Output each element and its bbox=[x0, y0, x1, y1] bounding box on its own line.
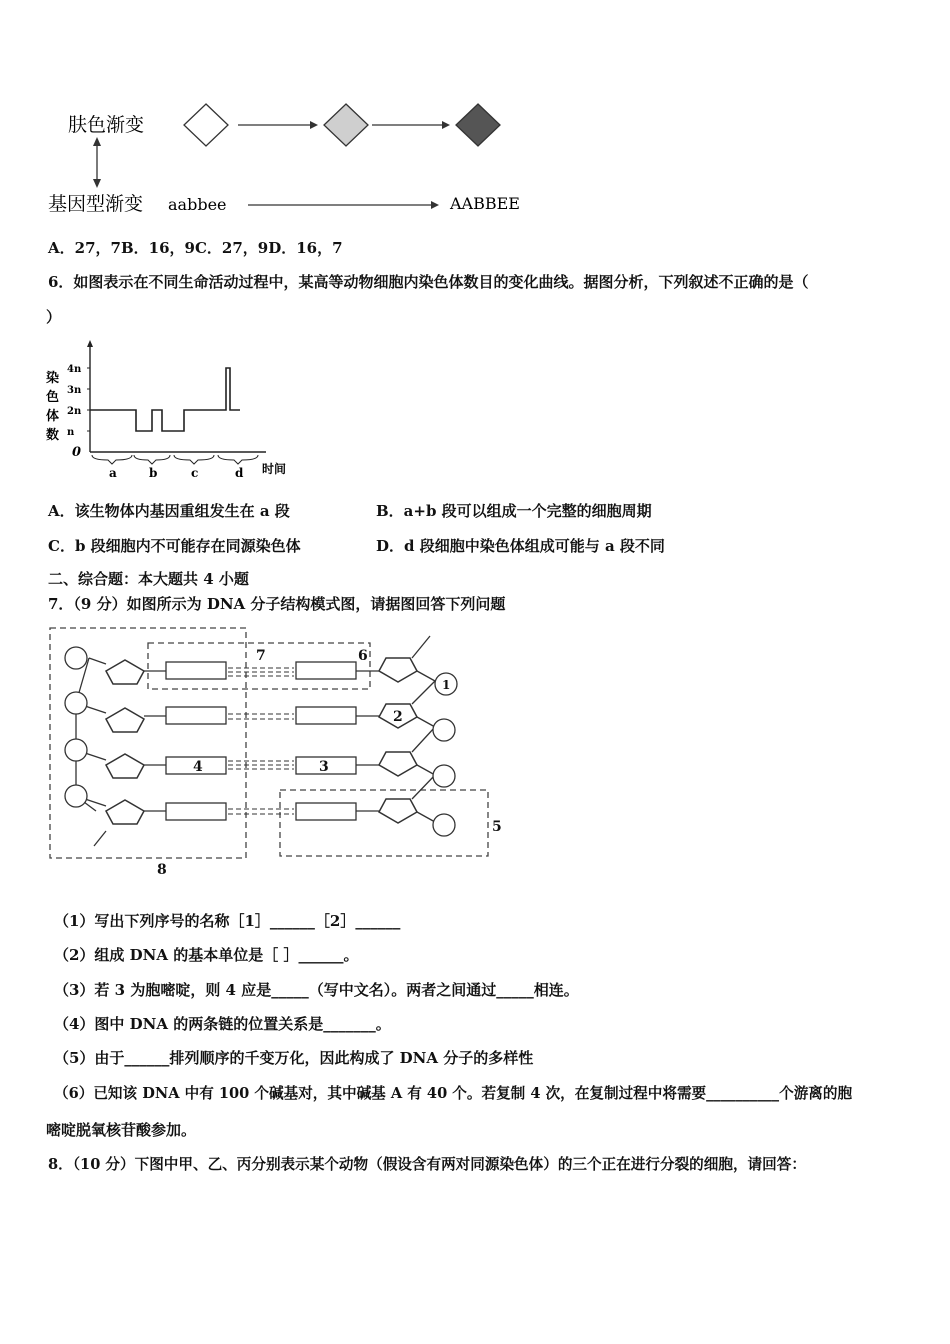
y-axis-label-char: 色 bbox=[46, 390, 60, 405]
y-axis-label-char: 体 bbox=[46, 409, 60, 424]
right-sugars bbox=[379, 658, 417, 823]
deoxyribose-pentagon bbox=[106, 660, 144, 684]
base-rect bbox=[166, 662, 226, 679]
label-3: 3 bbox=[319, 759, 329, 775]
deoxyribose-pentagon bbox=[106, 708, 144, 732]
phosphate-circle bbox=[433, 814, 455, 836]
y-axis-label-char: 数 bbox=[46, 428, 60, 443]
segment-label: d bbox=[235, 466, 244, 480]
right-bases bbox=[296, 662, 380, 820]
right-phosphates bbox=[433, 673, 457, 836]
label-6: 6 bbox=[358, 648, 368, 664]
segment-label: b bbox=[149, 466, 158, 480]
genotype-right: AABBEE bbox=[450, 194, 520, 213]
deoxyribose-pentagon bbox=[106, 754, 144, 778]
double-arrow bbox=[93, 137, 101, 188]
phosphate-circle bbox=[65, 785, 87, 807]
base-rect bbox=[166, 707, 226, 724]
y-tick-label: n bbox=[67, 427, 75, 438]
q7-sub6-line2: 嘧啶脱氧核苷酸参加。 bbox=[46, 1121, 197, 1139]
medium-diamond bbox=[324, 104, 368, 146]
q6-stem-end: ） bbox=[46, 308, 62, 326]
base-rect bbox=[296, 662, 356, 679]
y-tick-label: 4n bbox=[67, 364, 82, 375]
base-rect bbox=[166, 803, 226, 820]
y-tick-label: 3n bbox=[67, 385, 82, 396]
light-diamond bbox=[184, 104, 228, 146]
segment-label: a bbox=[109, 466, 117, 480]
arrow-1 bbox=[238, 121, 318, 129]
skin-label: 肤色渐变 bbox=[68, 114, 145, 136]
q7-sub2: （2）组成 DNA 的基本单位是［ ］______。 bbox=[54, 946, 359, 964]
q6-option-b: B．a+b 段可以组成一个完整的细胞周期 bbox=[376, 502, 652, 520]
segment-label: c bbox=[191, 466, 199, 480]
y-axis-arrow bbox=[87, 340, 93, 347]
deoxyribose-pentagon bbox=[379, 799, 417, 823]
deoxyribose-pentagon bbox=[106, 800, 144, 824]
dna-diagram bbox=[40, 620, 520, 882]
arrow-genotype bbox=[248, 201, 439, 209]
chromosome-number-line bbox=[90, 368, 240, 431]
left-bases bbox=[144, 662, 226, 820]
label-5: 5 bbox=[492, 819, 502, 835]
genotype-label: 基因型渐变 bbox=[48, 193, 144, 215]
segment-brace bbox=[218, 455, 258, 464]
left-sugars bbox=[106, 660, 144, 824]
q8-stem: 8．（10 分）下图中甲、乙、丙分别表示某个动物（假设含有两对同源染色体）的三个正在进行分裂的细胞，请回答： bbox=[48, 1156, 806, 1173]
box-5 bbox=[280, 790, 488, 856]
q7-sub5: （5）由于______排列顺序的千变万化，因此构成了 DNA 分子的多样性 bbox=[54, 1049, 534, 1067]
phosphate-circle bbox=[65, 692, 87, 714]
q7-sub1: （1）写出下列序号的名称［1］______［2］______ bbox=[54, 912, 401, 930]
hydrogen-bonds bbox=[228, 668, 294, 814]
section-heading: 二、综合题：本大题共 4 小题 bbox=[48, 570, 249, 588]
q6-option-a: A．该生物体内基因重组发生在 a 段 bbox=[48, 502, 290, 520]
q7-sub6-line1: （6）已知该 DNA 中有 100 个碱基对，其中碱基 A 有 40 个。若复制 4 次，在复制过程中将需要__________个游离的胞 bbox=[54, 1085, 853, 1102]
phosphate-circle bbox=[433, 719, 455, 741]
chromosome-chart bbox=[40, 340, 310, 480]
label-1: 1 bbox=[442, 678, 451, 692]
q5-options: A．27，7B．16，9C．27，9D．16，7 bbox=[48, 239, 343, 257]
q7-sub3: （3）若 3 为胞嘧啶，则 4 应是_____（写中文名）。两者之间通过_____相连。 bbox=[54, 981, 579, 999]
base-rect bbox=[296, 803, 356, 820]
q7-sub4: （4）图中 DNA 的两条链的位置关系是_______。 bbox=[54, 1015, 391, 1033]
q6-option-c: C．b 段细胞内不可能存在同源染色体 bbox=[48, 537, 301, 555]
skin-color-figure bbox=[40, 95, 560, 225]
genotype-left: aabbee bbox=[168, 195, 227, 214]
base-rect bbox=[296, 707, 356, 724]
arrow-2 bbox=[372, 121, 450, 129]
right-strand-backbone bbox=[412, 636, 435, 822]
label-2: 2 bbox=[393, 709, 403, 725]
label-4: 4 bbox=[193, 759, 203, 775]
q6-stem: 6．如图表示在不同生命活动过程中，某高等动物细胞内染色体数目的变化曲线。据图分析，下列叙述不正确的是（ bbox=[48, 273, 809, 291]
y-axis-label-char: 染 bbox=[46, 371, 60, 386]
deoxyribose-pentagon bbox=[379, 658, 417, 682]
phosphate-circle bbox=[65, 739, 87, 761]
segment-brace bbox=[174, 455, 214, 464]
q7-stem: 7．（9 分）如图所示为 DNA 分子结构模式图，请据图回答下列问题 bbox=[48, 595, 506, 613]
segment-brace bbox=[92, 455, 132, 464]
q6-option-d: D．d 段细胞中染色体组成可能与 a 段不同 bbox=[376, 537, 665, 555]
label-8: 8 bbox=[157, 862, 167, 878]
dark-diamond bbox=[456, 104, 500, 146]
phosphate-circle bbox=[433, 765, 455, 787]
label-7: 7 bbox=[256, 648, 266, 664]
x-axis-label: 时间 bbox=[262, 462, 287, 476]
phosphate-circle bbox=[65, 647, 87, 669]
segment-brace bbox=[134, 455, 170, 464]
y-tick-label: 2n bbox=[67, 406, 82, 417]
y-tick-label: 0 bbox=[72, 445, 82, 460]
deoxyribose-pentagon bbox=[379, 752, 417, 776]
